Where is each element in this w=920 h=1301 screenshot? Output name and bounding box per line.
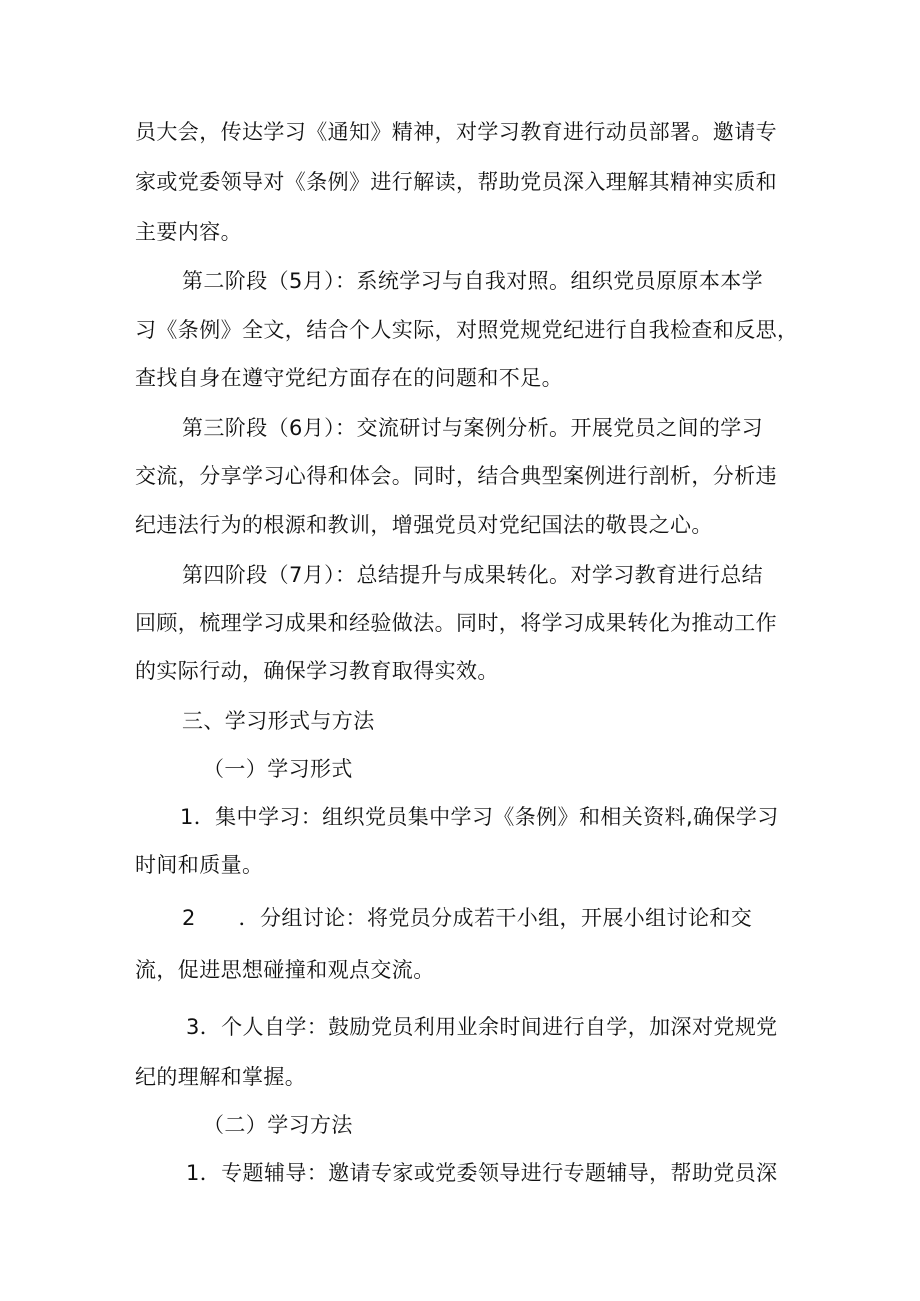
text-line: 纪的理解和掌握。: [135, 1065, 307, 1089]
text-line: 习《条例》全文，结合个人实际，对照党规党纪进行自我检查和反思，: [135, 318, 799, 342]
section-heading: 三、学习形式与方法: [182, 709, 375, 733]
text-line: 查找自身在遵守党纪方面存在的问题和不足。: [135, 366, 563, 390]
text-line: 交流，分享学习心得和体会。同时，结合典型案例进行剖析，分析违: [135, 464, 777, 488]
text-line: 主要内容。: [135, 220, 242, 244]
text-line: 时间和质量。: [135, 853, 264, 877]
subsection-heading: （一）学习形式: [203, 757, 353, 781]
list-item: 1．集中学习：组织党员集中学习《条例》和相关资料,确保学习: [180, 805, 779, 829]
text-line: 员大会，传达学习《通知》精神，对学习教育进行动员部署。邀请专: [135, 120, 777, 144]
text-line: 的实际行动，确保学习教育取得实效。: [135, 659, 499, 683]
list-item: 1．专题辅导：邀请专家或党委领导进行专题辅导，帮助党员深: [186, 1161, 778, 1185]
text-line: 家或党委领导对《条例》进行解读，帮助党员深入理解其精神实质和: [135, 170, 777, 194]
list-item: 2 ．分组讨论：将党员分成若干小组，开展小组讨论和交: [182, 906, 753, 930]
text-line: 纪违法行为的根源和教训，增强党员对党纪国法的敬畏之心。: [135, 513, 713, 537]
subsection-heading: （二）学习方法: [203, 1113, 353, 1137]
list-item: 3．个人自学：鼓励党员利用业余时间进行自学，加深对党规党: [186, 1015, 778, 1039]
text-line: 第三阶段（6月）：交流研讨与案例分析。开展党员之间的学习: [182, 416, 764, 440]
text-line: 第二阶段（5月）：系统学习与自我对照。组织党员原原本本学: [182, 269, 764, 293]
text-line: 第四阶段（7月）：总结提升与成果转化。对学习教育进行总结: [182, 563, 764, 587]
text-line: 回顾，梳理学习成果和经验做法。同时，将学习成果转化为推动工作: [135, 611, 777, 635]
text-line: 流，促进思想碰撞和观点交流。: [135, 958, 435, 982]
